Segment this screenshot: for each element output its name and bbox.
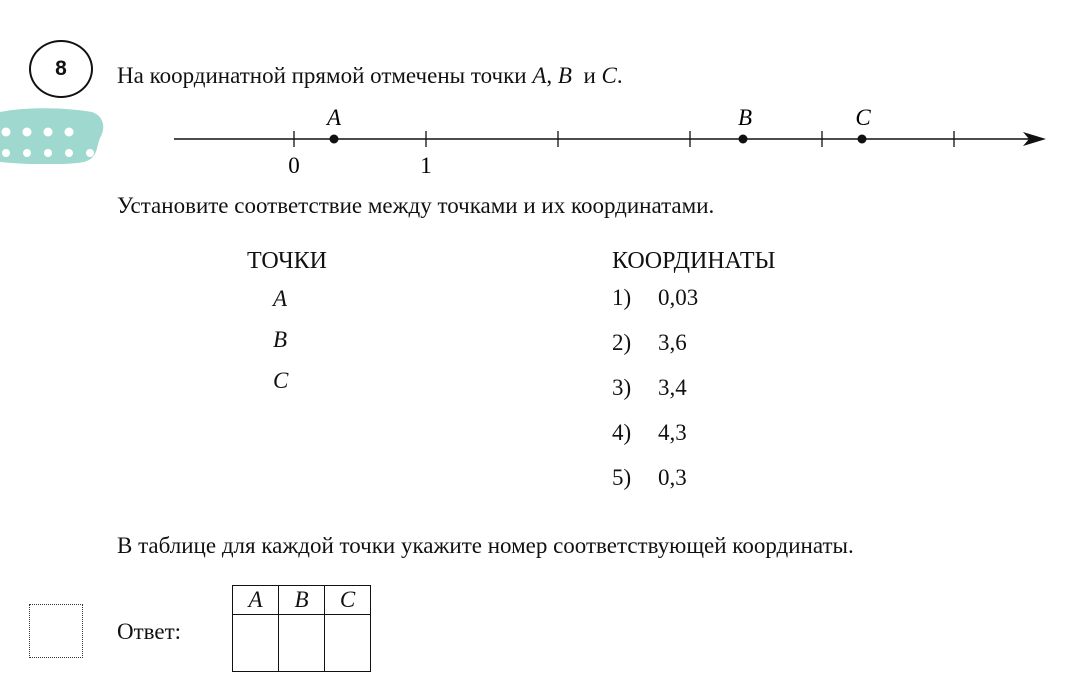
- coordinate-option-3: [612, 375, 687, 401]
- point-b-label: B: [737, 105, 753, 130]
- coordinate-option-1: [612, 285, 698, 311]
- point-b-marker: [739, 135, 748, 144]
- decorative-dots-icon: [0, 108, 105, 164]
- points-item-c: C: [273, 368, 289, 393]
- task-number: 8: [55, 57, 67, 80]
- intro-text: На координатной прямой отмечены точки: [117, 63, 533, 88]
- coordinate-option-number: 1): [612, 285, 632, 310]
- coordinate-option-5: [612, 465, 687, 491]
- coordinate-option-number: 3): [612, 375, 632, 400]
- point-a-label: A: [326, 105, 342, 130]
- intro-and: и: [583, 63, 596, 88]
- answer-cell-c[interactable]: [325, 615, 371, 672]
- answer-cell-a[interactable]: [233, 615, 279, 672]
- coordinate-option-value: 3,4: [658, 375, 687, 400]
- task-number-badge: [29, 40, 93, 98]
- coordinate-option-value: 4,3: [658, 420, 687, 445]
- coordinate-option-value: 0,03: [658, 285, 699, 310]
- tick-label-0: 0: [288, 153, 300, 178]
- coordinate-option-4: [612, 420, 687, 446]
- points-item-a: A: [273, 286, 288, 311]
- points-header: ТОЧКИ: [247, 248, 328, 274]
- answer-column-c: C: [325, 586, 371, 615]
- coordinate-option-number: 2): [612, 330, 632, 355]
- coordinates-header: КООРДИНАТЫ: [612, 248, 776, 274]
- intro-point-c: C: [601, 63, 617, 88]
- points-item-b: B: [273, 327, 288, 352]
- answer-column-b: B: [279, 586, 325, 615]
- task-intro: [117, 64, 623, 87]
- intro-comma: ,: [546, 63, 553, 88]
- coordinate-option-value: 0,3: [658, 465, 687, 490]
- coordinate-option-value: 3,6: [658, 330, 687, 355]
- answer-cell-b[interactable]: [279, 615, 325, 672]
- table-instruction-text: В таблице для каждой точки укажите номер соответствующей координаты.: [117, 533, 854, 558]
- point-c-marker: [858, 135, 867, 144]
- coordinate-option-number: 5): [612, 465, 632, 490]
- answer-table: [232, 585, 371, 672]
- answer-label: Ответ:: [117, 619, 182, 644]
- intro-point-a: A: [532, 63, 547, 88]
- answer-checkbox[interactable]: [29, 604, 83, 658]
- answer-column-a: A: [233, 586, 279, 615]
- number-line: [160, 100, 1060, 180]
- point-a-marker: [330, 135, 339, 144]
- instruction-text: Установите соответствие между точками и их координатами.: [117, 193, 715, 218]
- point-c-label: C: [855, 105, 871, 130]
- intro-end: .: [616, 63, 623, 88]
- coordinate-option-2: [612, 330, 687, 356]
- tick-label-1: 1: [420, 153, 432, 178]
- intro-point-b: B: [557, 63, 572, 88]
- coordinate-option-number: 4): [612, 420, 632, 445]
